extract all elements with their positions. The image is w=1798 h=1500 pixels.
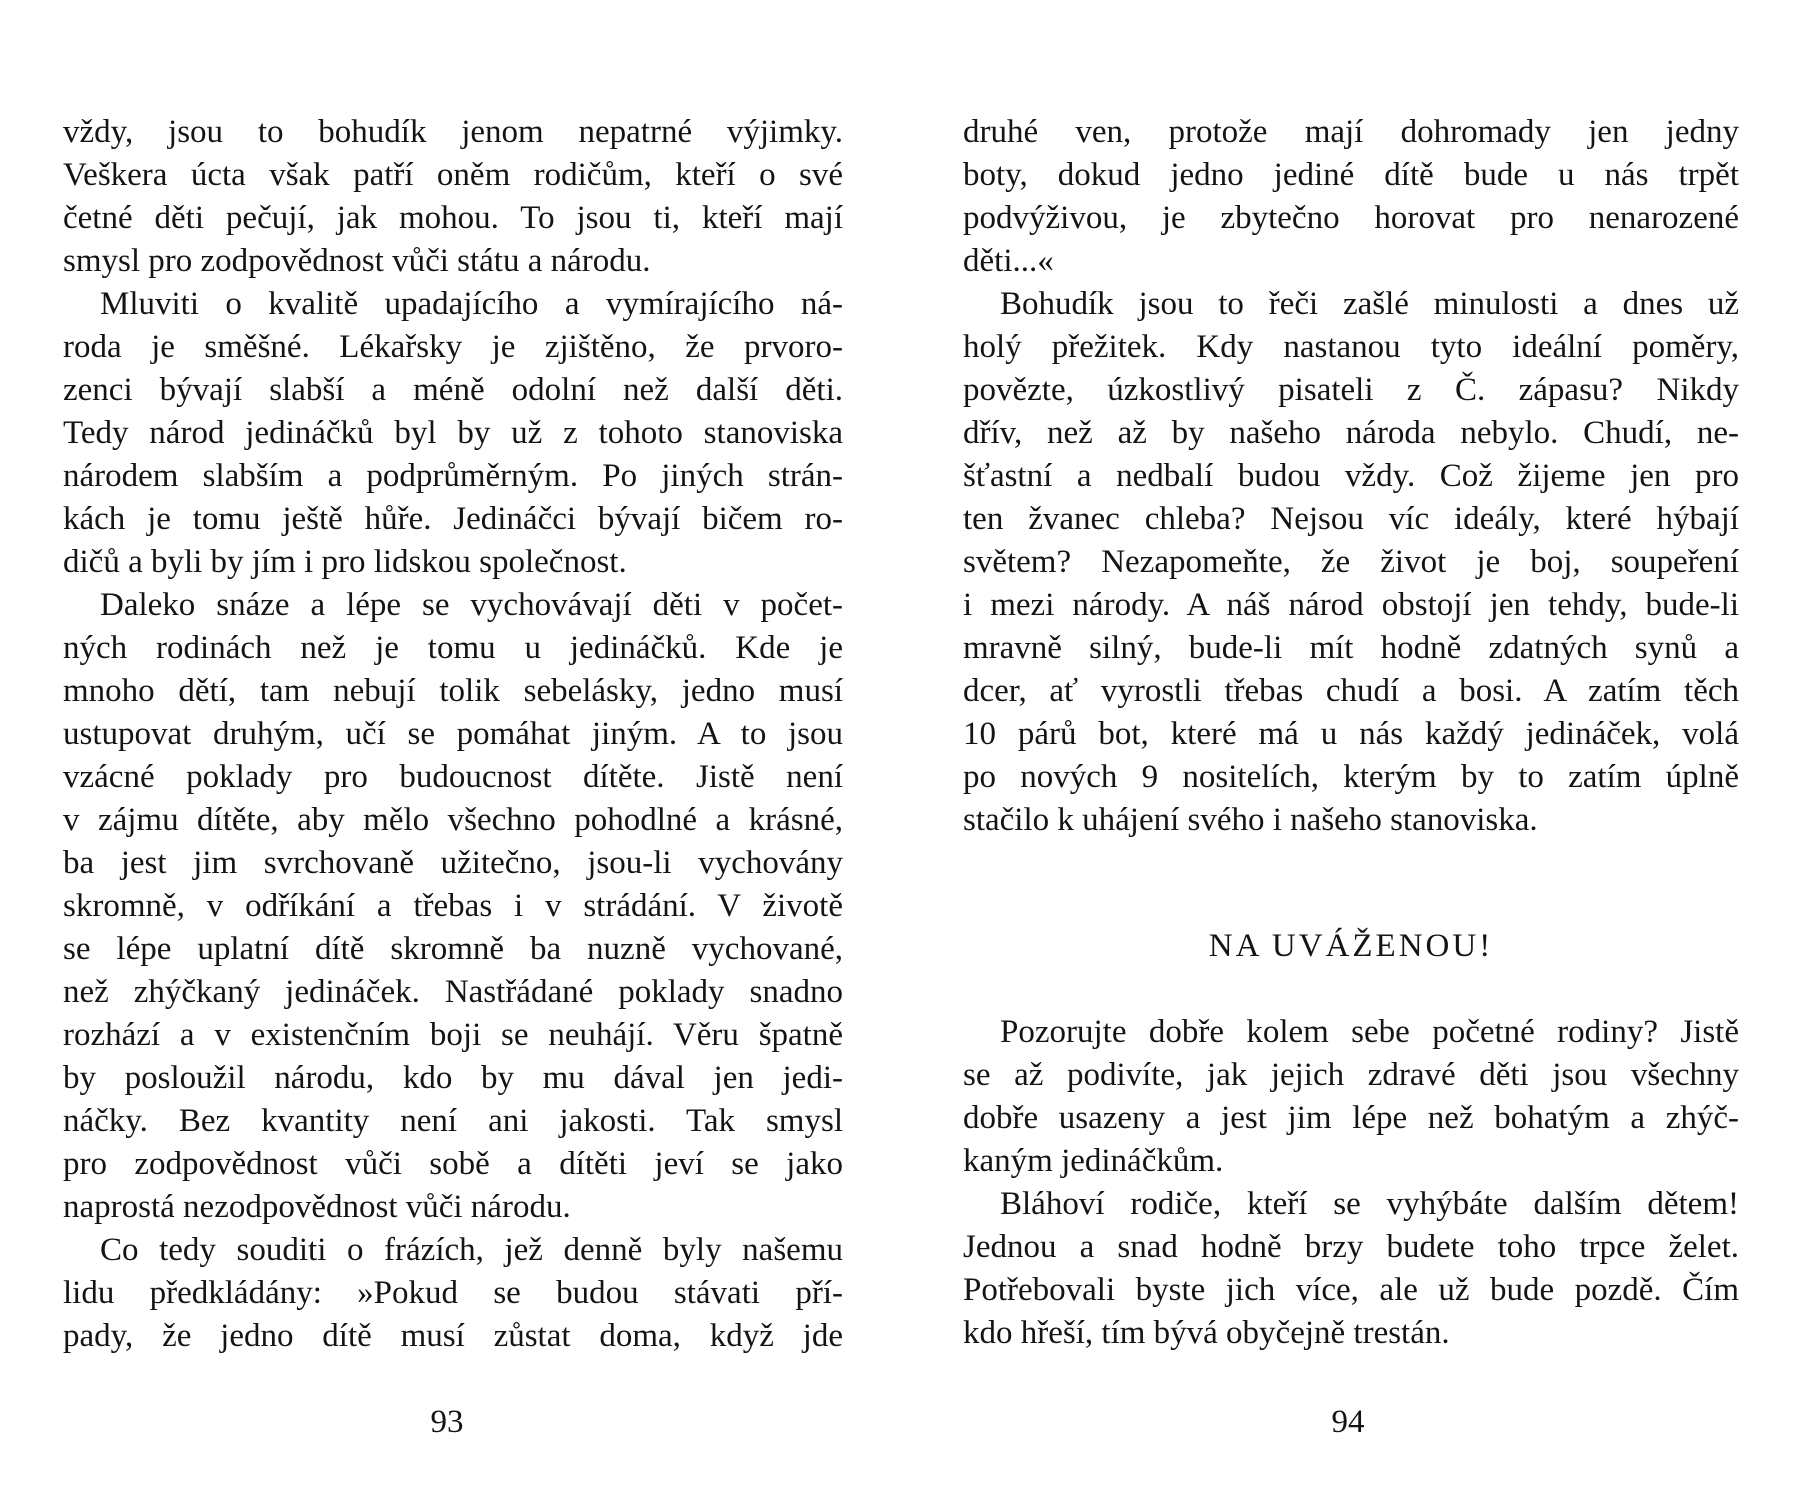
paragraph — [963, 1183, 1739, 1355]
text-line: holý přežitek. Kdy nastanou tyto ideální poměry, — [963, 329, 1739, 365]
text-line: Pozorujte dobře kolem sebe početné rodiny? Jistě — [1000, 1014, 1739, 1050]
text-line: dcer, ať vyrostli třebas chudí a bosi. A zatím těch — [963, 673, 1739, 709]
right-page-body-bottom — [963, 1011, 1739, 1355]
text-line: ba jest jim svrchovaně užitečno, jsou-li vychovány — [63, 845, 843, 881]
text-line: naprostá nezodpovědnost vůči národu. — [63, 1189, 571, 1225]
text-line: národem slabším a podprůměrným. Po jiných strán- — [63, 458, 843, 494]
text-line: Daleko snáze a lépe se vychovávají děti v počet- — [100, 587, 843, 623]
text-line: ustupovat druhým, učí se pomáhat jiným. A to jsou — [63, 716, 843, 752]
text-line: povězte, úzkostlivý pisateli z Č. zápasu? Nikdy — [963, 372, 1739, 408]
text-line: mravně silný, bude-li mít hodně zdatných synů a — [963, 630, 1739, 666]
text-line: po nových 9 nositelích, kterým by to zatím úplně — [963, 759, 1739, 795]
text-line: kaným jedináčkům. — [963, 1143, 1224, 1179]
text-line: druhé ven, protože mají dohromady jen jedny — [963, 114, 1739, 150]
paragraph — [963, 283, 1739, 842]
text-line: vždy, jsou to bohudík jenom nepatrné výjimky. — [63, 114, 843, 150]
text-line: skromně, v odříkání a třebas i v strádání. V životě — [63, 888, 843, 924]
text-line: dobře usazeny a jest jim lépe než bohatým a zhýč- — [963, 1100, 1739, 1136]
text-line: šťastní a nedbalí budou vždy. Což žijeme jen pro — [963, 458, 1739, 494]
text-line: i mezi národy. A náš národ obstojí jen tehdy, bude-li — [963, 587, 1739, 623]
text-line: dřív, než až by našeho národa nebylo. Chudí, ne- — [963, 415, 1739, 451]
text-line: roda je směšné. Lékařsky je zjištěno, že prvoro- — [63, 329, 843, 365]
text-line: Tedy národ jedináčků byl by už z tohoto stanoviska — [63, 415, 843, 451]
text-line: Potřebovali byste jich více, ale už bude pozdě. Čím — [963, 1272, 1739, 1308]
text-line: Bohudík jsou to řeči zašlé minulosti a dnes už — [1000, 286, 1739, 322]
right-page-body-top — [963, 111, 1739, 842]
paragraph — [963, 1011, 1739, 1183]
text-line: světem? Nezapomeňte, že život je boj, soupeření — [963, 544, 1739, 580]
text-line: lidu předkládány: »Pokud se budou stávati pří- — [63, 1275, 843, 1311]
text-line: boty, dokud jedno jediné dítě bude u nás trpět — [963, 157, 1739, 193]
text-line: než zhýčkaný jedináček. Nastřádané poklady snadno — [63, 974, 843, 1010]
text-line: zenci bývají slabší a méně odolní než další děti. — [63, 372, 843, 408]
text-line: 10 párů bot, které má u nás každý jedináček, volá — [963, 716, 1739, 752]
text-line: četné děti pečují, jak mohou. To jsou ti, kteří mají — [63, 200, 843, 236]
text-line: mnoho dětí, tam nebují tolik sebelásky, jedno musí — [63, 673, 843, 709]
text-line: vzácné poklady pro budoucnost dítěte. Jistě není — [63, 759, 843, 795]
text-line: smysl pro zodpovědnost vůči státu a národu. — [63, 243, 651, 279]
text-line: ten žvanec chleba? Nejsou víc ideály, které hýbají — [963, 501, 1739, 537]
text-line: by posloužil národu, kdo by mu dával jen jedi- — [63, 1060, 843, 1096]
text-line: Mluviti o kvalitě upadajícího a vymírajícího ná- — [100, 286, 843, 322]
paragraph — [963, 111, 1739, 283]
text-line: Co tedy souditi o frázích, jež denně byly našemu — [100, 1232, 843, 1268]
left-page-body — [63, 111, 843, 1358]
paragraph — [63, 1229, 843, 1358]
text-line: pady, že jedno dítě musí zůstat doma, když jde — [63, 1318, 843, 1354]
text-line: stačilo k uhájení svého i našeho stanoviska. — [963, 802, 1538, 838]
paragraph — [63, 111, 843, 283]
text-line: Veškera úcta však patří oněm rodičům, kteří o své — [63, 157, 843, 193]
paragraph — [63, 584, 843, 1229]
page-number-right: 94 — [1331, 1404, 1365, 1440]
text-line: podvýživou, je zbytečno horovat pro nenarozené — [963, 200, 1739, 236]
text-line: se až podivíte, jak jejich zdravé děti jsou všechny — [963, 1057, 1739, 1093]
text-line: kdo hřeší, tím bývá obyčejně trestán. — [963, 1315, 1450, 1351]
paragraph — [63, 283, 843, 584]
text-line: kách je tomu ještě hůře. Jedináčci bývají bičem ro- — [63, 501, 843, 537]
text-line: dičů a byli by jím i pro lidskou společnost. — [63, 544, 627, 580]
text-line: Bláhoví rodiče, kteří se vyhýbáte dalším dětem! — [1000, 1186, 1739, 1222]
page-number-left: 93 — [430, 1404, 464, 1440]
text-line: Jednou a snad hodně brzy budete toho trpce želet. — [963, 1229, 1739, 1265]
text-line: ných rodinách než je tomu u jedináčků. Kde je — [63, 630, 843, 666]
section-heading: NA UVÁŽENOU! — [1208, 928, 1494, 964]
text-line: v zájmu dítěte, aby mělo všechno pohodlné a krásné, — [63, 802, 843, 838]
text-line: pro zodpovědnost vůči sobě a dítěti jeví se jako — [63, 1146, 843, 1182]
text-line: rozhází a v existenčním boji se neuhájí. Věru špatně — [63, 1017, 843, 1053]
text-line: se lépe uplatní dítě skromně ba nuzně vychované, — [63, 931, 843, 967]
text-line: náčky. Bez kvantity není ani jakosti. Tak smysl — [63, 1103, 843, 1139]
text-line: děti...« — [963, 243, 1054, 279]
